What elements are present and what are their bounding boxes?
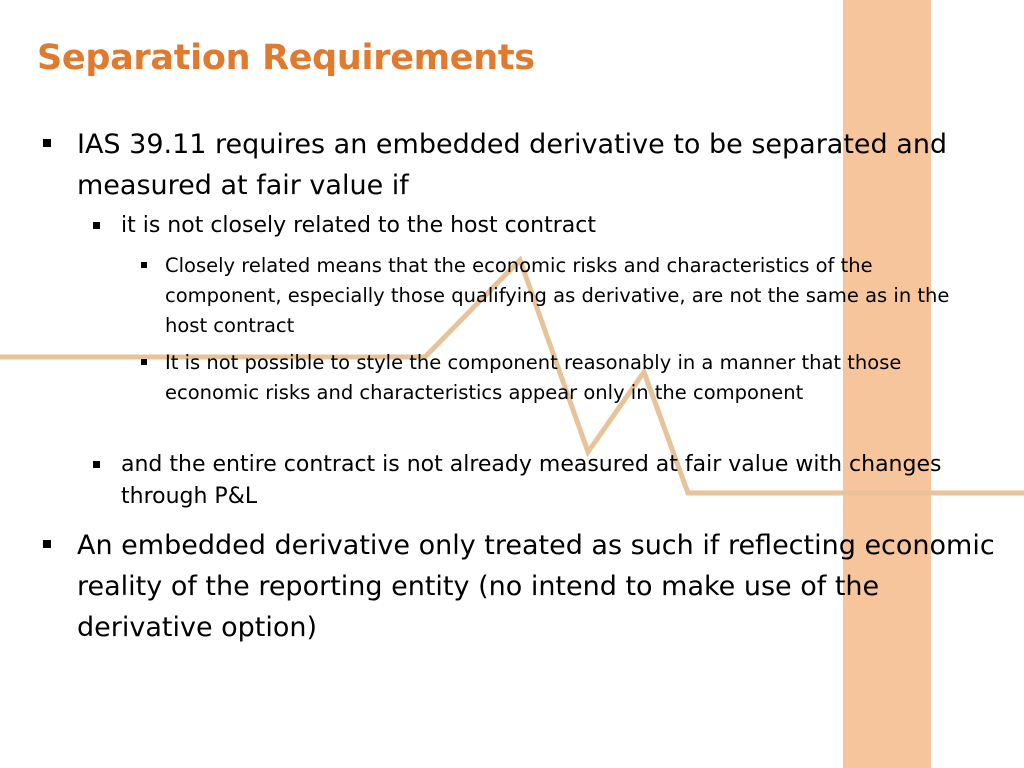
bullet-text: An embedded derivative only treated as such if reflecting economic reality of the reporting entity (no intend to make use of the derivative option) — [77, 530, 995, 643]
bullet-marker — [43, 139, 51, 147]
sub-sub-bullet-item — [165, 348, 995, 408]
bullet-marker — [93, 222, 100, 229]
bullet-text: and the entire contract is not already measured at fair value with changes through P&L — [121, 452, 942, 509]
bullet-text: It is not possible to style the component reasonably in a manner that those economic risks and characteristics appear only in the component — [165, 351, 902, 404]
bullet-text: Closely related means that the economic risks and characteristics of the component, especially those qualifying as derivative, are not the same as in the host contract — [165, 254, 950, 337]
bullet-item — [77, 124, 1002, 206]
bullet-marker — [43, 540, 51, 548]
sub-bullet-item — [121, 449, 1001, 513]
bullet-item — [77, 525, 1002, 648]
bullet-marker — [93, 461, 100, 468]
sub-bullet-item — [121, 210, 1001, 242]
slide-title: Separation Requirements — [37, 38, 535, 78]
bullet-marker — [141, 359, 147, 365]
bullet-text: IAS 39.11 requires an embedded derivative to be separated and measured at fair value if — [77, 129, 948, 201]
bullet-marker — [141, 262, 147, 268]
bullet-text: it is not closely related to the host contract — [121, 213, 596, 238]
sub-sub-bullet-item — [165, 251, 995, 341]
